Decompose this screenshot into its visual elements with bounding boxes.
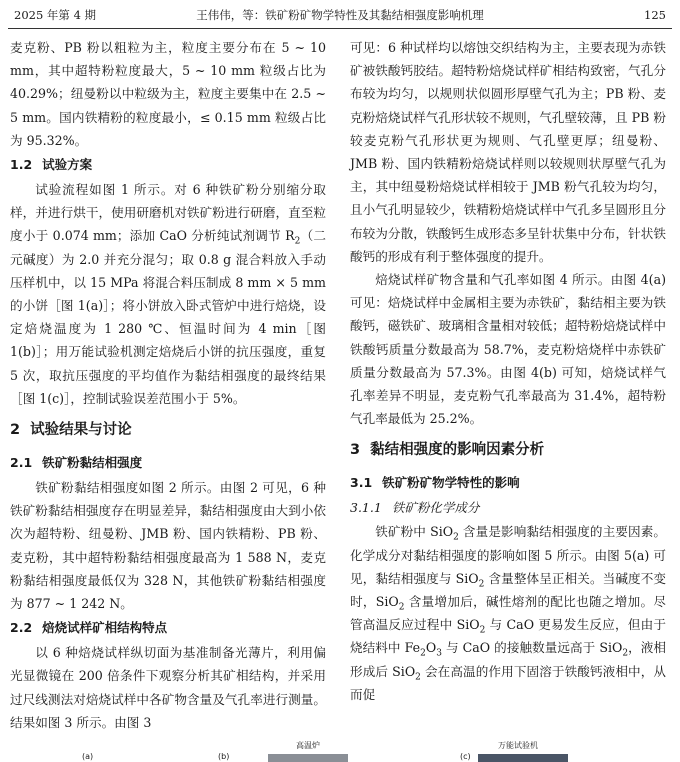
subscript: 2	[398, 602, 405, 613]
text-run: 含量增加后，碱性熔剂的配比也随之增加。尽管高温反应过程中 SiO	[350, 594, 666, 633]
section-3-1-1-heading	[350, 496, 666, 520]
text-run: 会在高温的作用下固溶于铁酸钙液相中，从而促	[350, 663, 666, 702]
paragraph-bonding-strength: 铁矿粉黏结相强度如图 2 所示。由图 2 可见，6 种铁矿粉黏结相强度存在明显差异，黏结相强度由大到小依次为超特粉、纽曼粉、JMB 粉、国内铁精粉、PB 粉、麦克粉，其中超特粉黏结相强度最高为 1 588 N，麦克粉黏结相强度最低仅为 328 N，其他铁矿粉黏结相强度为 877 ~ 1 242 N。	[10, 480, 326, 612]
running-title: 王伟伟，等：铁矿粉矿物学特性及其黏结相强度影响机理	[196, 8, 484, 22]
section-title: 试验方案	[42, 157, 93, 173]
section-2-1-heading	[10, 450, 326, 476]
paragraph-particle-size: 麦克粉、PB 粉以粗粒为主，粒度主要分布在 5 ~ 10 mm，其中超特粉粒度最大，5 ~ 10 mm 粒级占比为 40.29%；纽曼粉以中粒级为主，粒度主要集中在 2.5 ~ 5 mm。国内铁精粉的粒度最小，≤ 0.15 mm 粒级占比为 95.32%。	[10, 40, 326, 148]
subscript: 2	[478, 579, 485, 590]
figure-label-a: (a)	[82, 752, 94, 761]
section-3-1-heading	[350, 470, 666, 496]
page-header	[14, 6, 666, 24]
furnace-image	[268, 754, 348, 762]
page-number: 125	[644, 8, 666, 22]
section-2-2-heading	[10, 615, 326, 641]
subscript: 3	[436, 648, 442, 659]
section-number: 3	[350, 442, 361, 459]
section-title: 铁矿粉黏结相强度	[42, 455, 143, 471]
subscript: 2	[453, 532, 459, 543]
journal-issue: 2025 年第 4 期	[14, 8, 97, 22]
text-run: 铁矿粉中 SiO	[375, 524, 454, 540]
text-run: 与 CaO 的接触数量远高于 SiO	[441, 640, 623, 656]
subscript: 2	[622, 648, 629, 659]
subscript: 2	[294, 236, 301, 247]
subscript: 2	[420, 648, 426, 659]
section-3-heading	[350, 430, 666, 470]
subscript: 2	[415, 672, 421, 683]
section-title: 试验结果与讨论	[30, 422, 132, 439]
paragraph-mineral-structure: 以 6 种焙烧试样纵切面为基准制备光薄片，利用偏光显微镜在 200 倍条件下观察分析其矿相结构，并采用过尺线测法对焙烧试样中各矿物含量及气孔率进行测量。结果如图 3 所示。由图 3	[10, 645, 326, 730]
right-column	[350, 36, 666, 706]
figure-label-b: (b)	[218, 752, 230, 761]
text-run: （二元碱度）为 2.0 并充分混匀；取 0.8 g 混合料放入手动压样机中，以 15 MPa 将混合料压制成 8 mm × 5 mm 的小饼［图 1(a)］；将小饼放入卧式管炉中进行焙烧，设定焙烧温度为 1 280 ℃、恒温时间为 4 min［图 1(b)］；用万能试验机测定焙烧后小饼的抗压强度，重复 5 次，取抗压强度的平均值作为黏结相强度的最终结果［图 1(c)］，控制试验误差范围小于 5%。	[10, 228, 327, 406]
section-title: 黏结相强度的影响因素分析	[370, 442, 545, 459]
section-title: 焙烧试样矿相结构特点	[42, 620, 168, 636]
section-number: 3.1.1	[350, 500, 382, 516]
paragraph-structure-results: 可见：6 种试样均以熔蚀交织结构为主，主要表现为赤铁矿被铁酸钙胶结。超特粉焙烧试样矿相结构致密，气孔分布较为均匀，以规则状似圆形厚壁气孔为主；PB 粉、麦克粉焙烧试样气孔形状较不规则，气孔壁较薄，且 PB 粉较麦克粉气孔形状更为规则、气孔壁更厚；纽曼粉、JMB 粉、国内铁精粉焙烧试样则以较规则状厚壁气孔为主，其中纽曼粉焙烧试样相较于 JMB 粉气孔较为均匀，且小气孔明显较少，铁精粉焙烧试样中气孔多呈圆形且分布较为分散，铁酸钙生成形态多呈针状集中分布，针状铁酸钙的形成有利于整体强度的提升。	[350, 40, 666, 264]
text-run: 含量整体呈正相关。当碱度不变时，SiO	[350, 570, 667, 610]
section-1-2-heading	[10, 152, 326, 178]
section-number: 2	[10, 422, 21, 439]
paragraph-mineral-content: 焙烧试样矿物含量和气孔率如图 4 所示。由图 4(a) 可见：焙烧试样中金属相主要为赤铁矿，黏结相主要为铁酸钙，磁铁矿、玻璃相含量相对较低；超特粉焙烧试样中铁酸钙质量分数最高为 58.7%，麦克粉焙烧样中赤铁矿质量分数最高为 57.3%。由图 4(b) 可知，焙烧试样气孔率差异不明显，麦克粉气孔率最高为 31.4%，超特粉气孔率最低为 25.2%。	[350, 272, 666, 427]
text-run: ，液相形成后 SiO	[350, 640, 666, 679]
text-run: 含量是影响黏结相强度的主要因素。化学成分对黏结相强度的影响如图 5 所示。由图 5(a) 可见，黏结相强度与 SiO	[350, 524, 666, 586]
paragraph-test-scheme	[10, 178, 326, 410]
header-rule	[8, 28, 672, 29]
furnace-label: 高温炉	[296, 741, 320, 750]
section-2-heading	[10, 410, 326, 450]
subscript: 2	[479, 625, 486, 636]
testing-machine-label: 万能试验机	[498, 741, 538, 750]
section-title: 铁矿粉化学成分	[391, 500, 480, 516]
section-number: 2.1	[10, 455, 33, 471]
text-run: O	[425, 640, 437, 656]
text-run: 试验流程如图 1 所示。对 6 种铁矿粉分别缩分取样，并进行烘干，使用研磨机对铁矿粉进行研磨，直至粒度小于 0.074 mm；添加 CaO 分析纯试剂调节 R	[10, 182, 326, 244]
section-number: 3.1	[350, 475, 373, 491]
figure-1-strip	[0, 740, 680, 762]
figure-label-c: (c)	[460, 752, 471, 761]
paragraph-chemical-composition	[350, 520, 666, 706]
section-title: 铁矿粉矿物学特性的影响	[382, 475, 520, 491]
section-number: 1.2	[10, 157, 33, 173]
text-run: 与 CaO 更易发生反应，但由于烧结料中 Fe	[350, 617, 667, 656]
section-number: 2.2	[10, 620, 33, 636]
testing-machine-image	[478, 754, 568, 762]
left-column	[10, 36, 326, 734]
